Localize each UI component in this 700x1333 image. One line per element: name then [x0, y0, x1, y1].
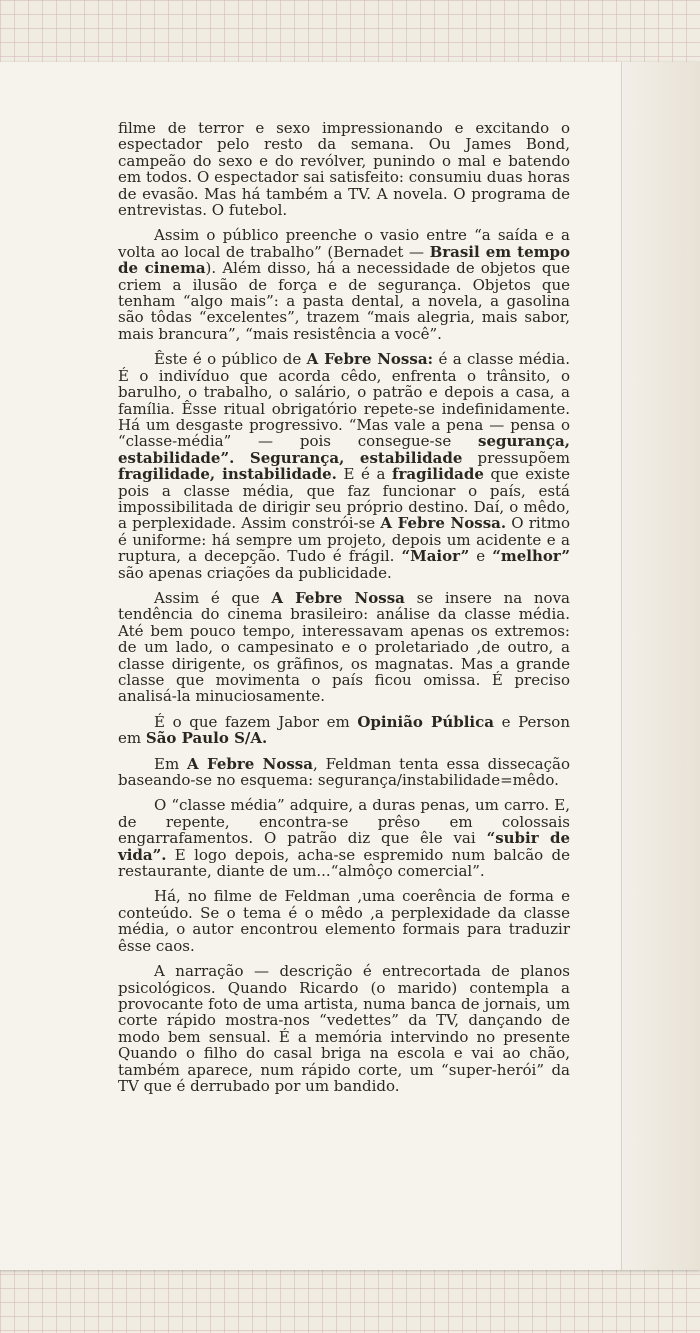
text-segment: , Feldman tenta essa dissecação baseando-se no esquema: segurança/instabilidade=mêdo.	[118, 754, 570, 790]
bold-text: fragilidade, instabilidade.	[118, 465, 337, 484]
page-fold-right	[621, 62, 700, 1270]
bold-text: “melhor”	[492, 547, 570, 566]
bold-text: São Paulo S/A.	[145, 729, 268, 748]
text-segment: É o que fazem Jabor em	[154, 712, 358, 731]
paragraph-1	[118, 120, 570, 218]
bold-text: A Febre Nossa:	[306, 350, 434, 369]
document-body	[118, 120, 570, 1103]
text-segment: que existe pois a classe média, que faz funcionar o país, está impossibilitada de dirigir seu próprio destino. Daí, o mêdo, a perplexidade. Assim constrói-se	[118, 465, 570, 533]
paragraph-2	[118, 227, 570, 342]
bold-text: “subir de vida”.	[118, 829, 570, 864]
text-segment: filme de terror e sexo impressionando e excitando o espectador pelo resto da semana. Ou James Bond, campeão do sexo e do revólver, punindo o mal e batendo em todos. O espectador sai satisfeito: consumiu duas horas de evasão. Mas há também a TV. A novela. O programa de entrevistas. O futebol.	[118, 119, 570, 220]
text-segment: Assim o público preenche o vasio entre “a saída e a volta ao local de trabalho” (Bernadet —	[118, 226, 570, 261]
paragraph-9	[118, 963, 570, 1094]
bold-text: Brasil em tempo de cinema	[118, 242, 571, 278]
bold-text: Opinião Pública	[357, 712, 494, 731]
paragraph-4	[118, 590, 570, 705]
paragraph-6	[118, 756, 570, 789]
bold-text: A Febre Nossa.	[380, 514, 507, 533]
text-segment: e Person em	[118, 712, 570, 748]
paragraph-3	[118, 351, 570, 581]
text-segment: O ritmo é uniforme: há sempre um projeto, depois um acidente e a ruptura, a decepção. Tudo é frágil.	[118, 514, 571, 566]
text-segment: E é a	[336, 465, 393, 484]
bold-text: A Febre Nossa	[187, 754, 313, 773]
text-segment: Em	[154, 754, 188, 773]
text-segment: são apenas criações da publicidade.	[118, 563, 392, 582]
text-segment: E logo depois, acha-se espremido num balcão de restaurante, diante de um...“almôço comercial”.	[118, 845, 570, 881]
text-segment: O “classe média” adquire, a duras penas, um carro. E, de repente, encontra-se prêso em colossais engarrafamentos. O patrão diz que êle vai	[118, 796, 570, 848]
text-segment: Há, no filme de Feldman ,uma coerência de forma e conteúdo. Se o tema é o mêdo ,a perplexidade da classe média, o autor encontrou elemento formais para traduzir êsse caos.	[118, 887, 570, 955]
text-segment: Êste é o público de	[154, 350, 307, 369]
paragraph-8	[118, 888, 570, 954]
text-segment: Assim é que	[154, 588, 272, 607]
text-segment: é a classe média. É o indivíduo que acorda cêdo, enfrenta o trânsito, o barulho, o trabalho, o salário, o patrão e depois a casa, a família. Êsse ritual obrigatório repete-se indefinidamente. Há um desgaste progressivo. “Mas vale a pena — pensa o “classe-média” — pois consegue-se	[118, 350, 570, 451]
text-segment: ). Além disso, há a necessidade de objetos que criem a ilusão de força e de segurança. Objetos que tenham “algo mais”: a pasta dental, a novela, a gasolina são tôdas “excelentes”, trazem “mais alegria, mais sabor, mais brancura”, “mais resistência a você”.	[118, 259, 570, 343]
paragraph-5	[118, 714, 570, 747]
text-segment: se insere na nova tendência do cinema brasileiro: análise da classe média. Até bem pouco tempo, interessavam apenas os extremos: de um lado, o campesinato e o proletariado ,de outro, a classe dirigente, os grãfinos, os magnatas. Mas a grande classe que movimenta o país ficou omissa. É preciso analisá-la minuciosamente.	[118, 588, 570, 706]
bold-text: fragilidade	[392, 465, 484, 484]
bold-text: segurança, estabilidade”. Segurança, estabilidade	[118, 432, 570, 467]
bold-text: A Febre Nossa	[271, 588, 405, 607]
bold-text: “Maior”	[401, 547, 470, 566]
text-segment: pressupõem	[462, 448, 570, 467]
text-segment: e	[469, 547, 493, 566]
paragraph-7	[118, 797, 570, 879]
text-segment: A narração — descrição é entrecortada de planos psicológicos. Quando Ricardo (o marido) contempla a provocante foto de uma artista, numa banca de jornais, um corte rápido mostra-nos “vedettes” da TV, dançando de modo bem sensual. É a memória intervindo no presente Quando o filho do casal briga na escola e vai ao chão, também aparece, num rápido corte, um “super-herói” da TV que é derrubado por um bandido.	[118, 962, 570, 1095]
